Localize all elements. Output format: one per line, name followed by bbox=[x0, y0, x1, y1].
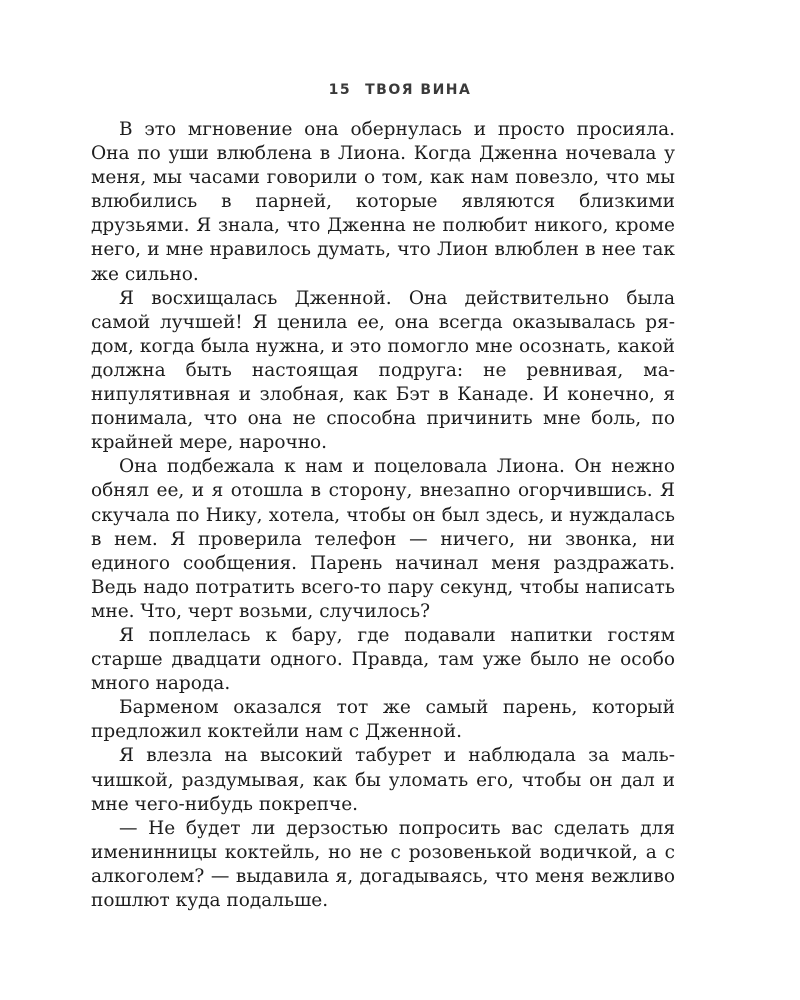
page-number: 15 bbox=[328, 82, 352, 98]
running-header bbox=[0, 82, 800, 98]
paragraph: Я поплелась к бару, где подавали напитки гостям старше двадцати одного. Правда, там уже было не особо много народа. bbox=[91, 624, 675, 695]
paragraph: Я влезла на высокий табурет и наблюдала за мальчишкой, раздумывая, как бы уломать его, чтобы он дал и мне чего-нибудь покрепче. bbox=[91, 745, 675, 815]
paragraph: Я восхищалась Дженной. Она действительно была самой лучшей! Я ценила ее, она всегда оказывалась рядом, когда была нужна, и это помогло мне осознать, какой должна быть настоящая подруга: не ревнивая, манипулятивная и злобная, как Бэт в Канаде. И конечно, я понимала, что она не способна причинить мне боль, по крайней мере, нарочно. bbox=[91, 287, 675, 454]
paragraph: — Не будет ли дерзостью попросить вас сделать для именинницы коктейль, но не с розовенькой водичкой, а с алкоголем? — выдавила я, догадываясь, что меня вежливо пошлют куда подальше. bbox=[91, 817, 675, 911]
paragraph: Барменом оказался тот же самый парень, который предложил коктейли нам с Дженной. bbox=[91, 697, 675, 743]
paragraph: Она подбежала к нам и поцеловала Лиона. Он нежно обнял ее, и я отошла в сторону, внезапно огорчившись. Я скучала по Нику, хотела, чтобы он был здесь, и нуждалась в нем. Я проверила телефон — ничего, ни звонка, ни единого сообщения. Парень начинал меня раздражать. Ведь надо потратить всего-то пару секунд, чтобы написать мне. Что, черт возьми, случилось? bbox=[91, 456, 675, 622]
body-text bbox=[91, 118, 675, 913]
paragraph: В это мгновение она обернулась и просто просияла. Она по уши влюблена в Лиона. Когда Дженна ночевала у меня, мы часами говорили о том, как нам повезло, что мы влюбились в парней, которые являются близкими друзьями. Я знала, что Дженна не полюбит никого, кроме него, и мне нравилось думать, что Лион влюблен в нее так же сильно. bbox=[91, 119, 675, 285]
running-title: ТВОЯ ВИНА bbox=[365, 82, 472, 98]
